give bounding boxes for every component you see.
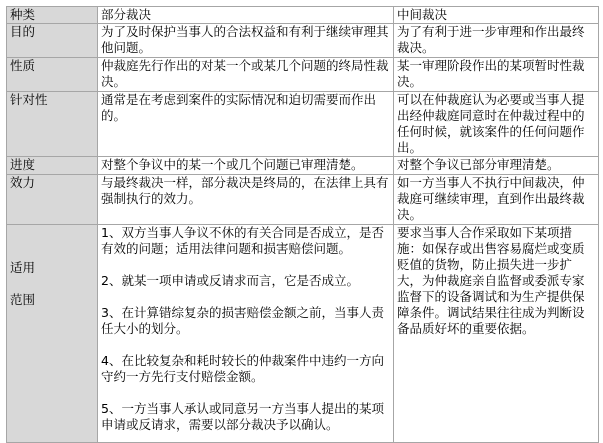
row-label-cell — [7, 175, 98, 225]
row-targeting — [7, 92, 599, 157]
row-nature — [7, 58, 599, 92]
header-label: 种类 — [10, 7, 36, 22]
interim-cell — [394, 157, 599, 175]
interim-text: 为了有利于进一步审理和作出最终裁决。 — [397, 24, 585, 55]
row-progress — [7, 157, 599, 175]
scope-partial-item: 3、在计算错综复杂的损害赔偿金额之前，当事人责任大小的划分。 — [101, 305, 384, 336]
interim-cell — [394, 175, 599, 225]
interim-text: 如一方当事人不执行中间裁决，仲裁庭可继续审理，直到作出最终裁决。 — [397, 175, 585, 222]
scope-partial-cell — [98, 225, 394, 443]
row-label: 效力 — [10, 175, 36, 190]
row-purpose — [7, 24, 599, 58]
scope-interim-text: 要求当事人合作采取如下某项措施：如保存或出售容易腐烂或变质贬值的货物，防止损失进一步扩大，为仲裁庭亲自监督或委派专家监督下的设备调试和为生产提供保障条件。调试结果往往成为判断设备品质好坏的重要依据。 — [397, 225, 585, 336]
partial-text: 仲裁庭先行作出的对某一个或某几个问题的终局性裁决。 — [101, 58, 389, 89]
header-interim: 中间裁决 — [397, 7, 448, 22]
partial-cell — [98, 157, 394, 175]
row-label: 针对性 — [10, 92, 48, 107]
partial-cell — [98, 58, 394, 92]
header-row — [7, 7, 599, 24]
scope-partial-item: 2、就某一项申请或反请求而言，它是否成立。 — [101, 273, 359, 288]
row-label-cell — [7, 92, 98, 157]
interim-text: 对整个争议已部分审理清楚。 — [397, 157, 560, 172]
row-label: 目的 — [10, 24, 36, 39]
scope-label-cell — [7, 225, 98, 443]
row-label-cell — [7, 157, 98, 175]
row-label: 性质 — [10, 58, 36, 73]
partial-cell — [98, 92, 394, 157]
header-interim-cell — [394, 7, 599, 24]
scope-label-range: 范围 — [10, 292, 36, 307]
row-effect — [7, 175, 599, 225]
interim-cell — [394, 24, 599, 58]
comparison-table — [6, 6, 599, 443]
partial-text: 对整个争议中的某一个或几个问题已审理清楚。 — [101, 157, 364, 172]
row-scope — [7, 225, 599, 443]
scope-interim-cell — [394, 225, 599, 443]
partial-text: 与最终裁决一样，部分裁决是终局的，在法律上具有强制执行的效力。 — [101, 175, 389, 206]
row-label-cell — [7, 24, 98, 58]
interim-text: 某一审理阶段作出的某项暂时性裁决。 — [397, 58, 585, 89]
scope-label-applicable: 适用 — [10, 260, 36, 275]
header-label-cell — [7, 7, 98, 24]
scope-partial-item: 1、双方当事人争议不休的有关合同是否成立，是否有效的问题；适用法律问题和损害赔偿问题。 — [101, 225, 384, 256]
interim-text: 可以在仲裁庭认为必要或当事人提出经仲裁庭同意时在仲裁过程中的任何时候，就该案件的任何问题作出。 — [397, 92, 585, 155]
row-label: 进度 — [10, 157, 36, 172]
interim-cell — [394, 92, 599, 157]
partial-cell — [98, 175, 394, 225]
partial-cell — [98, 24, 394, 58]
header-partial: 部分裁决 — [101, 7, 152, 22]
partial-text: 为了及时保护当事人的合法权益和有利于继续审理其他问题。 — [101, 24, 389, 55]
scope-partial-item: 4、在比较复杂和耗时较长的仲裁案件中违约一方向守约一方先行支付赔偿金额。 — [101, 353, 384, 384]
partial-text: 通常是在考虑到案件的实际情况和迫切需要而作出的。 — [101, 92, 377, 123]
interim-cell — [394, 58, 599, 92]
row-label-cell — [7, 58, 98, 92]
scope-partial-item: 5、一方当事人承认或同意另一方当事人提出的某项申请或反请求，需要以部分裁决予以确认。 — [101, 401, 384, 432]
header-partial-cell — [98, 7, 394, 24]
